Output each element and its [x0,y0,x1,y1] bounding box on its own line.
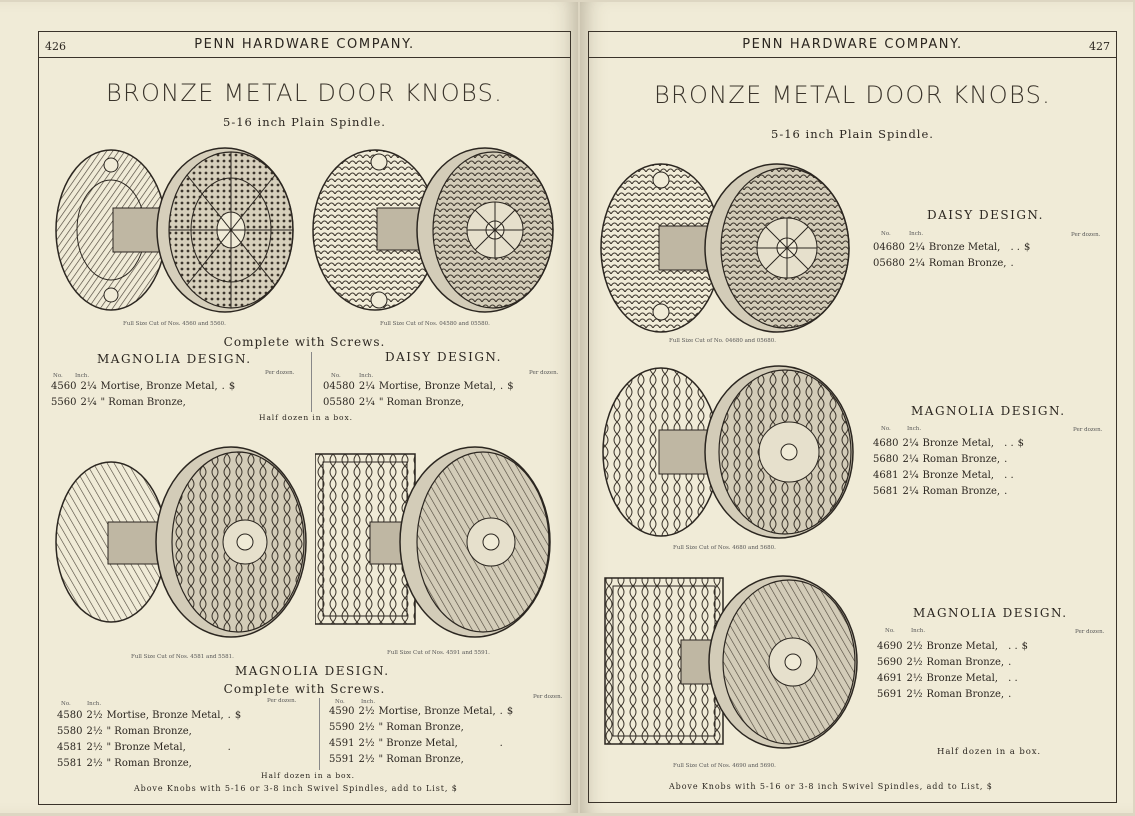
daisy-price-table [873,239,1034,271]
column-header-no: No. [335,699,345,705]
column-header-per-dozen: Per dozen. [1073,427,1103,433]
table-row: 5681 2¼ Roman Bronze, . [873,485,1008,497]
illustration-caption: Full Size Cut of No. 04680 and 05680. [669,338,776,344]
magnolia-price-table [57,707,245,771]
column-header-no: No. [53,373,63,379]
column-header-inch: Inch. [359,373,374,379]
half-dozen-note: Half dozen in a box. [259,413,353,422]
column-header-per-dozen: Per dozen. [529,370,559,376]
illustration-caption: Full Size Cut of Nos. 4560 and 5560. [123,321,226,327]
column-divider [311,352,312,412]
column-header-no: No. [881,426,891,432]
daisy-knob-illustration [597,160,857,335]
daisy-design-heading: DAISY DESIGN. [385,350,502,364]
column-header-per-dozen: Per dozen. [265,370,295,376]
magnolia-price-table [329,703,517,767]
magnolia-knob-round-rose-illustration [599,362,864,542]
column-divider [319,698,320,770]
page-title: BRONZE METAL DOOR KNOBS. [653,81,1052,109]
magnolia-knob-illustration [53,140,308,325]
illustration-caption: Full Size Cut of Nos. 4591 and 5591. [387,650,490,656]
illustration-caption: Full Size Cut of Nos. 04580 and 05580. [380,321,490,327]
table-row: 5580 2½ " Roman Bronze, [57,725,192,737]
magnolia-knob-round-rose-illustration [53,442,313,654]
footer-note: Above Knobs with 5-16 or 3-8 inch Swivel Spindles, add to List, $ [669,782,993,791]
right-page-frame [588,31,1117,803]
page-number: 427 [1089,40,1110,53]
table-row: 4680 2¼ Bronze Metal, . . $ [873,437,1025,449]
column-header-inch: Inch. [909,231,924,237]
column-header-inch: Inch. [87,701,102,707]
table-row: 5591 2½ " Roman Bronze, [329,753,464,765]
footer-note: Above Knobs with 5-16 or 3-8 inch Swivel Spindles, add to List, $ [134,784,458,793]
table-row: 5590 2½ " Roman Bronze, [329,721,464,733]
table-row: 5691 2½ Roman Bronze, . [877,688,1012,700]
table-row: 04580 2¼ Mortise, Bronze Metal, . $ [323,380,514,392]
page-subtitle: 5-16 inch Plain Spindle. [223,115,386,129]
column-header-inch: Inch. [911,628,926,634]
magnolia-price-table [877,638,1032,702]
table-row: 5560 2¼ " Roman Bronze, [51,396,186,408]
magnolia-price-table [51,378,239,410]
column-header-inch: Inch. [361,699,376,705]
table-row: 4681 2¼ Bronze Metal, . . [873,469,1014,481]
table-row: 05580 2¼ " Roman Bronze, [323,396,465,408]
table-row: 4580 2½ Mortise, Bronze Metal, . $ [57,709,242,721]
header-rule [589,57,1116,58]
half-dozen-note: Half dozen in a box. [261,771,355,780]
table-row: 5690 2½ Roman Bronze, . [877,656,1012,668]
magnolia-design-heading: MAGNOLIA DESIGN. [97,352,252,366]
column-header-no: No. [61,701,71,707]
table-row: 05680 2¼ Roman Bronze, . [873,257,1014,269]
column-header-no: No. [885,628,895,634]
page-subtitle: 5-16 inch Plain Spindle. [771,127,934,141]
illustration-caption: Full Size Cut of Nos. 4680 and 5680. [673,545,776,551]
column-header-inch: Inch. [907,426,922,432]
half-dozen-note: Half dozen in a box. [937,747,1042,757]
column-header-per-dozen: Per dozen. [1071,232,1101,238]
magnolia-design-heading: MAGNOLIA DESIGN. [913,606,1068,620]
illustration-caption: Full Size Cut of Nos. 4690 and 5690. [673,763,776,769]
page-title: BRONZE METAL DOOR KNOBS. [105,79,504,107]
table-row: 4581 2½ " Bronze Metal, . [57,741,231,753]
table-row: 5680 2¼ Roman Bronze, . [873,453,1008,465]
table-row: 4590 2½ Mortise, Bronze Metal, . $ [329,705,514,717]
magnolia-design-heading: MAGNOLIA DESIGN. [911,404,1066,418]
illustration-caption: Full Size Cut of Nos. 4581 and 5581. [131,654,234,660]
magnolia-price-table [873,435,1028,499]
daisy-knob-illustration [307,140,557,325]
table-row: 4690 2½ Bronze Metal, . . $ [877,640,1029,652]
right-page [580,2,1133,813]
column-header-per-dozen: Per dozen. [533,694,563,700]
header-rule [39,57,570,58]
daisy-price-table [323,378,518,410]
table-row: 4560 2¼ Mortise, Bronze Metal, . $ [51,380,236,392]
left-page-frame [38,31,571,805]
running-header: PENN HARDWARE COMPANY. [742,37,963,52]
table-row: 5581 2½ " Roman Bronze, [57,757,192,769]
table-row: 4691 2½ Bronze Metal, . . [877,672,1018,684]
magnolia-knob-square-rose-illustration [315,442,565,654]
column-header-per-dozen: Per dozen. [1075,629,1105,635]
daisy-design-heading: DAISY DESIGN. [927,208,1044,222]
page-number: 426 [45,40,66,53]
table-row: 04680 2¼ Bronze Metal, . . $ [873,241,1031,253]
complete-with-screws-text: Complete with Screws. [223,682,386,696]
column-header-inch: Inch. [75,373,90,379]
column-header-per-dozen: Per dozen. [267,698,297,704]
column-header-no: No. [881,231,891,237]
magnolia-knob-square-rose-illustration [603,574,863,752]
running-header: PENN HARDWARE COMPANY. [194,37,415,52]
magnolia-design-heading: MAGNOLIA DESIGN. [235,664,390,678]
column-header-no: No. [331,373,341,379]
table-row: 4591 2½ " Bronze Metal, . [329,737,503,749]
complete-with-screws-text: Complete with Screws. [223,335,386,349]
left-page [0,2,578,813]
